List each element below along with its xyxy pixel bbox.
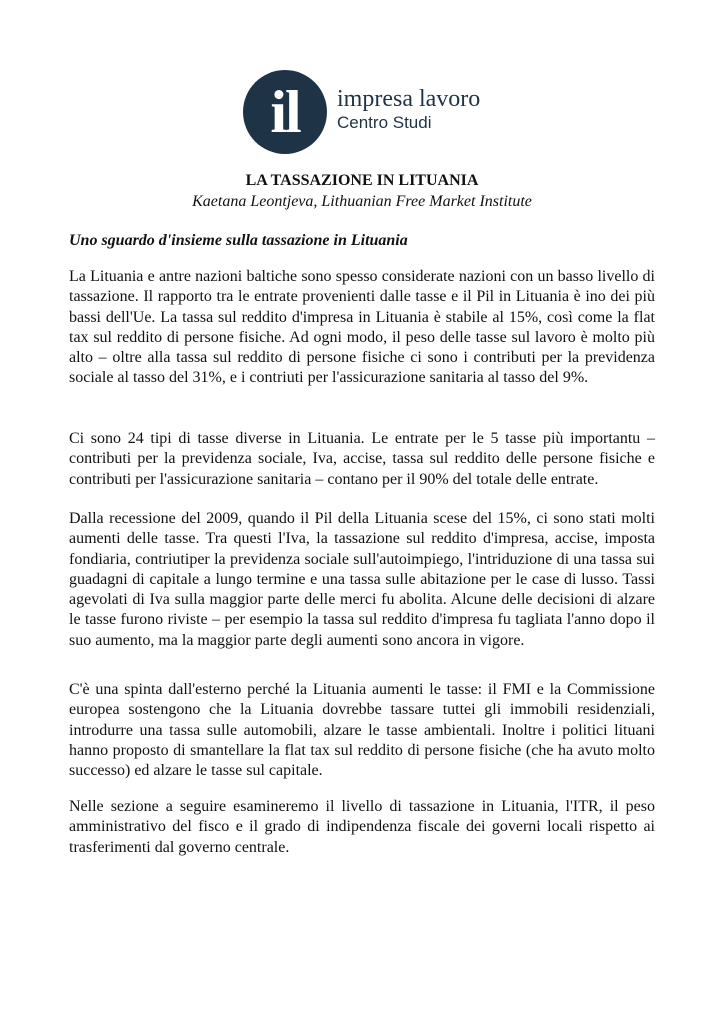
logo-brand-name: impresa lavoro [337, 86, 481, 112]
body-paragraph: Dalla recessione del 2009, quando il Pil della Lituania scese del 15%, ci sono stati molti aumenti delle tasse. Tra questi l'Iva, la tassazione sul reddito d'impresa, accise, imposta fondiaria, contriutiper la previdenza sociale sull'autoimpiego, l'intriduzione di una tassa sui guadagni di capitale a lungo termine e una tassa sulle abitazione per le case di lusso. Tassi agevolati di Iva sulla maggior parte delle merci fu abolita. Alcune delle decisioni di alzare le tasse furono riviste – per esempio la tassa sul reddito d'impresa fu tagliata l'anno dopo il suo aumento, ma la maggior parte degli aumenti sono ancora in vigore. [69, 510, 655, 649]
body-paragraph: Ci sono 24 tipi di tasse diverse in Lituania. Le entrate per le 5 tasse più importantu – contributi per la previdenza sociale, Iva, accise, tassa sul reddito delle persone fisiche e contributi per l'assicurazione sanitaria – contano per il 90% del totale delle entrate. [69, 430, 655, 488]
body-paragraph: C'è una spinta dall'esterno perché la Lituania aumenti le tasse: il FMI e la Commissione europea sostengono che la Lituania dovrebbe tassare tuttei gli immobili residenziali, introdurre una tassa sulle automobili, alzare le tasse ambientali. Inoltre i politici lituani hanno proposto di smantellare la flat tax sul reddito di persone fisiche (che ha avuto molto successo) ed alzare le tasse sul capitale. [69, 681, 655, 780]
logo-monogram: il [243, 70, 327, 154]
document-author: Kaetana Leontjeva, Lithuanian Free Market Institute [192, 193, 532, 210]
body-paragraph: La Lituania e antre nazioni baltiche sono spesso considerate nazioni con un basso livello di tassazione. Il rapporto tra le entrate provenienti dalle tasse e il Pil in Lituania è ino dei più bassi dell'Ue. La tassa sul reddito d'impresa in Lituania è stabile al 15%, così come la flat tax sul reddito di persone fisiche. Ad ogni modo, il peso delle tasse sul lavoro è molto più alto – oltre alla tassa sul reddito di persone fisiche ci sono i contributi per la previdenza sociale al tasso del 31%, e i contriuti per l'assicurazione sanitaria al tasso del 9%. [69, 268, 655, 387]
logo [243, 70, 480, 154]
logo-wordmark [337, 85, 480, 133]
body-paragraph: Nelle sezione a seguire esamineremo il livello di tassazione in Lituania, l'ITR, il peso amministrativo del fisco e il grado di indipendenza fiscale dei governi locali rispetto ai trasferimenti dal governo centrale. [69, 798, 655, 856]
document-title: LA TASSAZIONE IN LITUANIA [245, 172, 479, 189]
section-heading: Uno sguardo d'insieme sulla tassazione in Lituania [69, 232, 408, 249]
logo-subtitle: Centro Studi [337, 113, 432, 132]
